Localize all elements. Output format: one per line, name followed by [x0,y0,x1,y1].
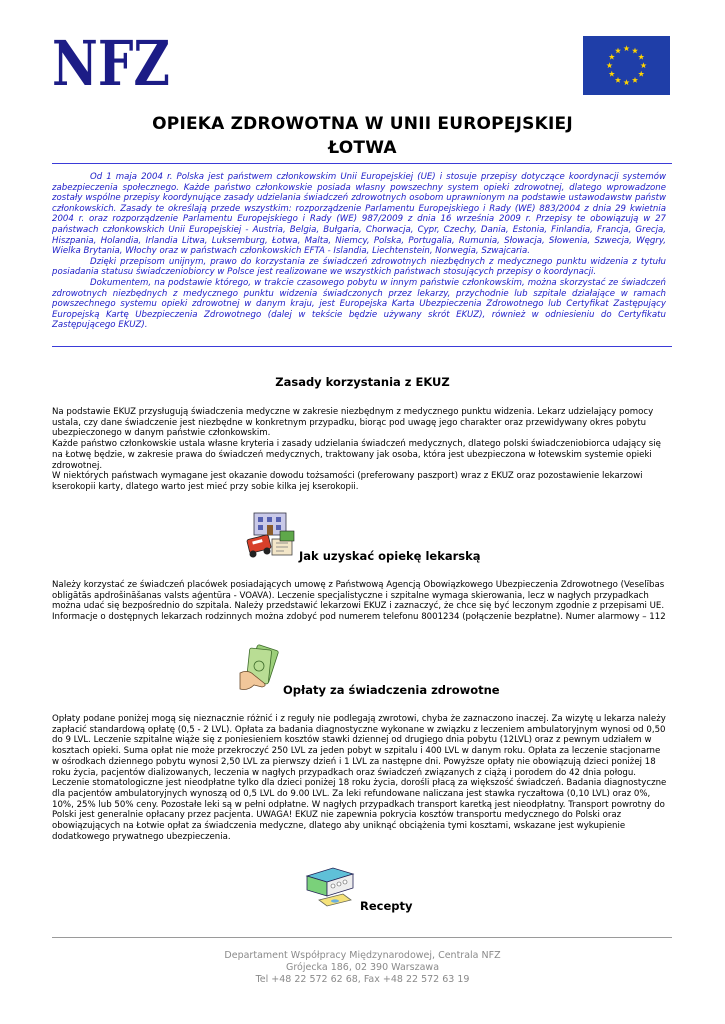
section-heading-rules: Zasady korzystania z EKUZ [275,375,450,389]
intro-paragraph: Od 1 maja 2004 r. Polska jest państwem członkowskim Unii Europejskiej (UE) i stosuje przepisy dotyczące koordynacji systemów zabezpieczenia społecznego. Każde państwo członkowskie posiada własny powszechny system opieki zdrowotnej, dlatego wprowadzone zostały wspólne przepisy koordynujące zasady udzielania świadczeń zdrowotnych osobom uprawnionym na podstawie ustawodawstw państw członkowskich. Zasady te określają przede wszystkim: rozporządzenie Parlamentu Europejskiego i Rady (WE) 883/2004 z dnia 29 kwietnia 2004 r. oraz rozporządzenie Parlamentu Europejskiego i Rady (WE) 987/2009 z dnia 16 września 2009 r. Przepisy te obowiązują w 27 państwach członkowskich Unii Europejskiej - Austria, Belgia, Bułgaria, Chorwacja, Cypr, Czechy, Dania, Estonia, Finlandia, Francja, Grecja, Hiszpania, Holandia, Irlandia Litwa, Luksemburg, Łotwa, Malta, Niemcy, Polska, Portugalia, Rumunia, Słowacja, Słowenia, Szwecja, Węgry, Wielka Brytania, Włochy oraz w państwach członkowskich EFTA - Islandia, Liechtenstein, Norwegia, Szwajcaria. [52,172,666,257]
section-heading-prescriptions: Recepty [360,899,413,913]
nfz-logo [52,27,170,100]
footer-address: Grójecka 186, 02 390 Warszawa [285,962,440,973]
footer-contact: Tel +48 22 572 62 68, Fax +48 22 572 63 19 [255,974,470,985]
medicine-box-icon [305,864,357,912]
page-subtitle-country: ŁOTWA [328,138,397,158]
section-body-fees [52,714,668,842]
page-title: OPIEKA ZDROWOTNA W UNII EUROPEJSKIEJ [152,114,573,134]
paragraph: Należy korzystać ze świadczeń placówek posiadających umowę z Państwową Agencją Obowiązkowego Ubezpieczenia Zdrowotnego (Veselības obligātās apdrošināšanas valsts aģentūra - VOAVA). Leczenie specjalistyczne i szpitalne wymaga skierowania, lecz w nagłych przypadkach można udać się bezpośrednio do szpitala. Należy przedstawić lekarzowi EKUZ i zaznaczyć, że chce się być leczonym zgodnie z przepisami UE. Informacje o dostępnych lekarzach rodzinnych można zdobyć pod numerem telefonu 8001234 (połączenie bezpłatne). Numer alarmowy – 112 [52,580,666,623]
intro-text [52,172,666,331]
intro-paragraph: Dokumentem, na podstawie którego, w trakcie czasowego pobytu w innym państwie członkowskim, można skorzystać ze świadczeń zdrowotnych niezbędnych z medycznego punktu widzenia świadczonych przez lekarzy, przychodnie lub szpitale działające w ramach powszechnego systemu opieki zdrowotnej w danym kraju, jest Europejska Karta Ubezpieczenia Zdrowotnego lub Certyfikat Zastępujący Europejską Kartę Ubezpieczenia Zdrowotnego (dalej w tekście będzie używany skrót EKUZ), również w odniesieniu do Certyfikatu Zastępującego EKUZ). [52,277,666,331]
eu-flag [583,36,670,95]
section-body-care [52,580,668,623]
paragraph: Opłaty podane poniżej mogą się nieznacznie różnić i z reguły nie podlegają zwrotowi, chyba że zaznaczono inaczej. Za wizytę u lekarza należy zapłacić standardową opłatę (0,5 - 2 LVL). Opłata za badania diagnostyczne wykonane w związku z leczeniem ambulatoryjnym wynosi od 0,50 do 9 LVL. Leczenie szpitalne wiąże się z poniesieniem kosztów stawki dziennej od drugiego dnia pobytu (12LVL) oraz z pewnym udziałem w kosztach opieki. Suma opłat nie może przekroczyć 250 LVL za jeden pobyt w szpitalu i 400 LVL w danym roku. Opłata za leczenie stacjonarne w ośrodkach dziennego pobytu wynosi 2,50 LVL za pierwszy dzień i 1 LVL za następne dni. Powyższe opłaty nie obowiązują dzieci poniżej 18 roku życia, pacjentów dializowanych, leczenia w nagłych przypadkach oraz świadczeń związanych z ciążą i porodem do 42 dnia połogu. Leczenie stomatologiczne jest nieodpłatne tylko dla dzieci poniżej 18 roku życia, dorośli płacą za większość świadczeń. Badania diagnostyczne dla pacjentów ambulatoryjnych wynoszą od 0,5 LVL do 9.00 LVL. Za leki refundowane naliczana jest stawka ryczałtowa (0,10 LVL) oraz 0%, 10%, 25% lub 50% ceny. Pozostałe leki są w pełni odpłatne. W nagłych przypadkach transport karetką jest nieodpłatny. Transport powrotny do Polski jest generalnie opłacany przez pacjenta. UWAGA! EKUZ nie zapewnia pokrycia kosztów transportu medycznego do Polski oraz obowiązujących na Łotwie opłat za świadczenia medyczne, dlatego aby uniknąć obciążenia tymi kosztami, wskazane jest wykupienie dodatkowego prywatnego ubezpieczenia. [52,714,667,842]
paragraph: Każde państwo członkowskie ustala własne kryteria i zasady udzielania świadczeń medycznych, dlatego polski świadczeniobiorca udający się na Łotwę będzie, w zakresie prawa do świadczeń medycznych, traktowany jak osoba, która jest ubezpieczona w łotewskim systemie opieki zdrowotnej. [52,439,661,471]
footer-department: Departament Współpracy Międzynarodowej, Centrala NFZ [224,950,501,961]
flag-background [583,36,670,95]
nfz-logo-text: NFZ [52,27,170,100]
section-body-rules [52,407,668,493]
intro-paragraph: Dzięki przepisom unijnym, prawo do korzystania ze świadczeń zdrowotnych niezbędnych z medycznego punktu widzenia z tytułu posiadania statusu świadczeniobiorcy w Polsce jest realizowane we wszystkich państwach stosujących przepisy o koordynacji. [52,256,666,278]
section-heading-fees: Opłaty za świadczenia zdrowotne [283,683,500,697]
money-hand-icon [238,643,282,693]
paragraph: W niektórych państwach wymagane jest okazanie dowodu tożsamości (preferowany paszport) wraz z EKUZ oraz pozostawienie lekarzowi kserokopii karty, dlatego warto jest mieć przy sobie kilka jej kserokopii. [52,471,643,492]
clinic-illustration-icon [244,511,296,561]
footer-divider [52,937,672,938]
divider [52,163,672,164]
divider [52,346,672,347]
paragraph: Na podstawie EKUZ przysługują świadczenia medyczne w zakresie niezbędnym z medycznego punktu widzenia. Lekarz udzielający pomocy ustala, czy dane świadczenie jest niezbędne w konkretnym przypadku, biorąc pod uwagę jego charakter oraz przewidywany okres pobytu ubezpieczonego w danym państwie członkowskim. [52,407,654,439]
section-heading-care: Jak uzyskać opiekę lekarską [299,549,481,563]
